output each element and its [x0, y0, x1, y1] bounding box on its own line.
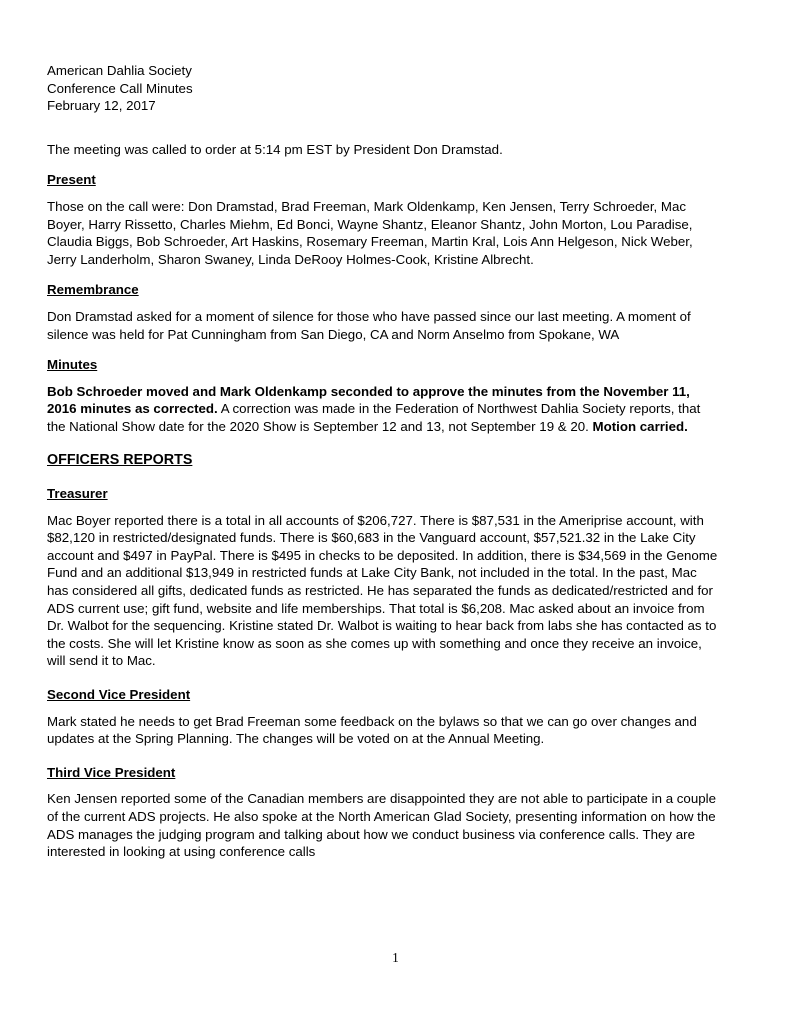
minutes-paragraph — [47, 383, 721, 436]
section-heading-treasurer: Treasurer — [47, 486, 108, 502]
header-document-type: Conference Call Minutes — [47, 80, 193, 96]
section-heading-minutes: Minutes — [47, 357, 98, 373]
third-vice-president-paragraph: Ken Jensen reported some of the Canadian members are disappointed they are not able to participate in a couple of the current ADS projects. He also spoke at the North American Glad Society, presenting information on how the ADS manages the judging program and talking about how we conduct business via conference calls. They are interested in looking at using conference calls — [47, 791, 716, 860]
section-heading-second-vice-president: Second Vice President — [47, 687, 191, 703]
section-heading-remembrance: Remembrance — [47, 282, 139, 298]
page-number: 1 — [392, 950, 399, 965]
section-heading-third-vice-president: Third Vice President — [47, 764, 176, 780]
document-body — [47, 141, 721, 861]
remembrance-paragraph: Don Dramstad asked for a moment of silence for those who have passed since our last meeting. A moment of silence was held for Pat Cunningham from San Diego, CA and Norm Anselmo from Spokane, WA — [47, 308, 691, 342]
treasurer-paragraph: Mac Boyer reported there is a total in all accounts of $206,727. There is $87,531 in the Ameriprise account, with $82,120 in restricted/designated funds. There is $60,683 in the Vanguard account, $57,521.32 in the Lake City account and $497 in PayPal. There is $495 in checks to be deposited. In addition, there is $34,569 in the Genome Fund and an additional $13,949 in restricted funds at Lake City Bank, not included in the total. In the past, Mac has considered all gifts, dedicated funds as restricted. He has separated the funds as dedicated/restricted and for ADS current use; gift fund, website and life memberships. That total is $6,208. Mac asked about an invoice from Dr. Walbot for the sequencing. Kristine stated Dr. Walbot is waiting to hear back from labs she has contacted as to the costs. She will let Kristine know as soon as she comes up with something and once they receive an invoice, will send it to Mac. — [47, 512, 718, 669]
header-date: February 12, 2017 — [47, 98, 156, 114]
present-paragraph: Those on the call were: Don Dramstad, Brad Freeman, Mark Oldenkamp, Ken Jensen, Terry Schroeder, Mac Boyer, Harry Rissetto, Charles Miehm, Ed Bonci, Wayne Shantz, Eleanor Shantz, John Morton, Lou Paradise, Claudia Biggs, Bob Schroeder, Art Haskins, Rosemary Freeman, Martin Kral, Lois Ann Helgeson, Nick Weber, Jerry Landerholm, Sharon Swaney, Linda DeRooy Holmes-Cook, Kristine Albrecht. — [47, 198, 693, 267]
minutes-motion-carried: Motion carried. — [592, 418, 688, 434]
header-organization: American Dahlia Society — [47, 63, 192, 78]
minutes-correction-text: A correction was made in the Federation of Northwest Dahlia Society reports, that the National Show date for the 2020 Show is September 12 and 13, not September 19 & 20. — [47, 401, 701, 434]
section-heading-officers-reports: OFFICERS REPORTS — [47, 451, 193, 468]
document-header — [47, 62, 721, 115]
section-heading-present: Present — [47, 172, 96, 188]
intro-paragraph: The meeting was called to order at 5:14 pm EST by President Don Dramstad. — [47, 141, 503, 157]
minutes-motion-text: Bob Schroeder moved and Mark Oldenkamp seconded to approve the minutes from the November 11, 2016 minutes as corrected. — [47, 383, 690, 417]
second-vice-president-paragraph: Mark stated he needs to get Brad Freeman some feedback on the bylaws so that we can go over changes and updates at the Spring Planning. The changes will be voted on at the Annual Meeting. — [47, 713, 697, 747]
